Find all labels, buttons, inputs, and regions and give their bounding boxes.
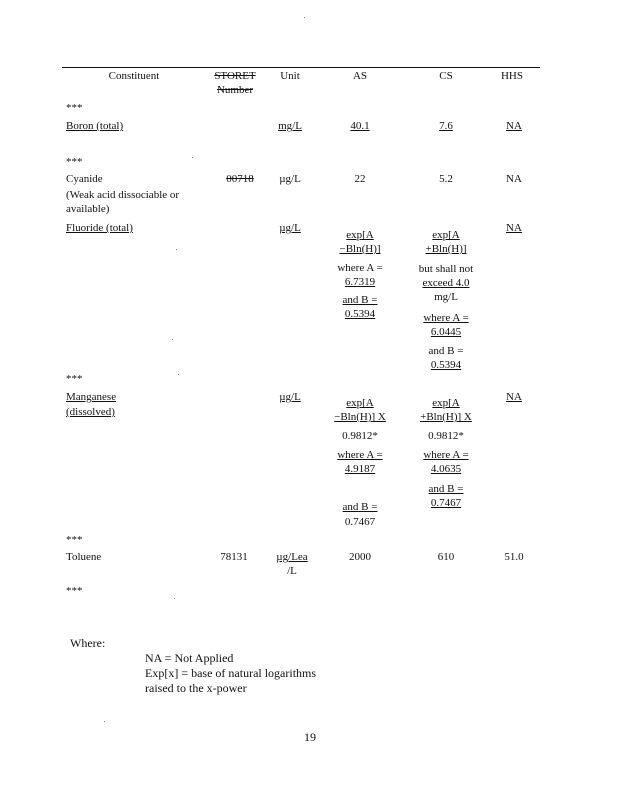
separator-stars: ***	[66, 534, 83, 546]
header-hhs: HHS	[500, 70, 523, 82]
manganese-hhs: NA	[506, 391, 522, 403]
fluoride-cs-limit-l3: mg/L	[434, 291, 458, 303]
scan-speck	[192, 157, 193, 158]
scan-speck	[176, 249, 177, 250]
toluene-name: Toluene	[66, 551, 102, 563]
scan-speck	[104, 721, 105, 722]
toluene-unit-line2: /L	[287, 565, 297, 577]
separator-stars: ***	[66, 102, 83, 114]
boron-hhs: NA	[506, 120, 522, 132]
boron-cs: 7.6	[439, 120, 453, 132]
fluoride-as-formula-l2: −Bln(H)]	[339, 243, 381, 255]
manganese-cs-and-b: and B =	[428, 483, 464, 495]
fluoride-as-b-value: 0.5394	[344, 308, 376, 320]
manganese-cs-formula-l1: exp[A	[432, 397, 460, 409]
separator-stars: ***	[66, 373, 83, 385]
fluoride-name: Fluoride (total)	[66, 222, 133, 234]
cyanide-hhs: NA	[506, 173, 522, 185]
header-rule	[62, 67, 540, 68]
fluoride-cs-formula-l1: exp[A	[432, 229, 460, 241]
fluoride-as-formula-l1: exp[A	[346, 229, 374, 241]
cyanide-storet: 00718	[226, 173, 254, 185]
cyanide-unit: µg/L	[279, 173, 301, 185]
boron-as: 40.1	[350, 120, 370, 132]
manganese-as-formula-l1: exp[A	[346, 397, 374, 409]
manganese-as-and-b: and B =	[342, 501, 378, 513]
toluene-cs: 610	[437, 551, 455, 563]
boron-name: Boron (total)	[66, 120, 124, 132]
scan-speck	[304, 17, 305, 18]
manganese-unit: µg/L	[279, 391, 301, 403]
toluene-hhs: 51.0	[504, 551, 524, 563]
page-number: 19	[304, 730, 316, 744]
fluoride-as-a-value: 6.7319	[344, 276, 376, 288]
manganese-cs-a-value: 4.0635	[430, 463, 462, 475]
toluene-as: 2000	[349, 551, 371, 563]
manganese-as-where-a: where A =	[337, 449, 383, 461]
manganese-name-line1: Manganese	[66, 391, 117, 403]
manganese-cs-b-value: 0.7467	[430, 497, 462, 509]
fluoride-hhs: NA	[506, 222, 522, 234]
cyanide-note-line2: available)	[66, 203, 110, 215]
toluene-storet: 78131	[220, 551, 248, 563]
header-storet-line1: STORET	[214, 70, 256, 82]
header-storet-line2: Number	[216, 84, 254, 96]
footnote-na: NA = Not Applied	[145, 651, 234, 665]
manganese-as-a-value: 4.9187	[344, 463, 376, 475]
fluoride-as-where-a: where A =	[337, 262, 383, 274]
header-unit: Unit	[280, 70, 300, 82]
manganese-cs-where-a: where A =	[423, 449, 469, 461]
fluoride-unit: µg/L	[279, 222, 301, 234]
manganese-as-factor: 0.9812*	[342, 430, 378, 442]
boron-unit: mg/L	[278, 120, 302, 132]
manganese-as-formula-l2: −Bln(H)] X	[334, 411, 386, 423]
fluoride-cs-a-value: 6.0445	[430, 326, 462, 338]
fluoride-cs-where-a: where A =	[423, 312, 469, 324]
scan-speck	[178, 374, 179, 375]
manganese-as-b-value: 0.7467	[344, 516, 376, 528]
separator-stars: ***	[66, 585, 83, 597]
fluoride-cs-limit-l1: but shall not	[418, 263, 474, 275]
fluoride-cs-and-b: and B =	[428, 345, 464, 357]
scan-speck	[172, 339, 173, 340]
header-cs: CS	[439, 70, 453, 82]
fluoride-as-and-b: and B =	[342, 294, 378, 306]
manganese-name-line2: (dissolved)	[66, 406, 115, 418]
fluoride-cs-limit-l2: exceed 4.0	[422, 277, 470, 289]
separator-stars: ***	[66, 156, 83, 168]
cyanide-note-line1: (Weak acid dissociable or	[66, 189, 180, 201]
toluene-unit-line1: µg/Lea	[276, 551, 308, 563]
fluoride-cs-formula-l2: +Bln(H)]	[425, 243, 467, 255]
fluoride-cs-b-value: 0.5394	[430, 359, 462, 371]
manganese-cs-formula-l2: +Bln(H)] X	[420, 411, 472, 423]
scan-speck	[174, 598, 175, 599]
header-as: AS	[352, 70, 368, 82]
cyanide-name: Cyanide	[66, 173, 103, 185]
cyanide-cs: 5.2	[439, 173, 453, 185]
manganese-cs-factor: 0.9812*	[428, 430, 464, 442]
footnote-exp-line2: raised to the x-power	[145, 681, 247, 695]
cyanide-as: 22	[354, 173, 366, 185]
header-constituent: Constituent	[108, 70, 160, 82]
footnote-exp-line1: Exp[x] = base of natural logarithms	[145, 666, 317, 680]
footnote-where: Where:	[70, 636, 106, 650]
